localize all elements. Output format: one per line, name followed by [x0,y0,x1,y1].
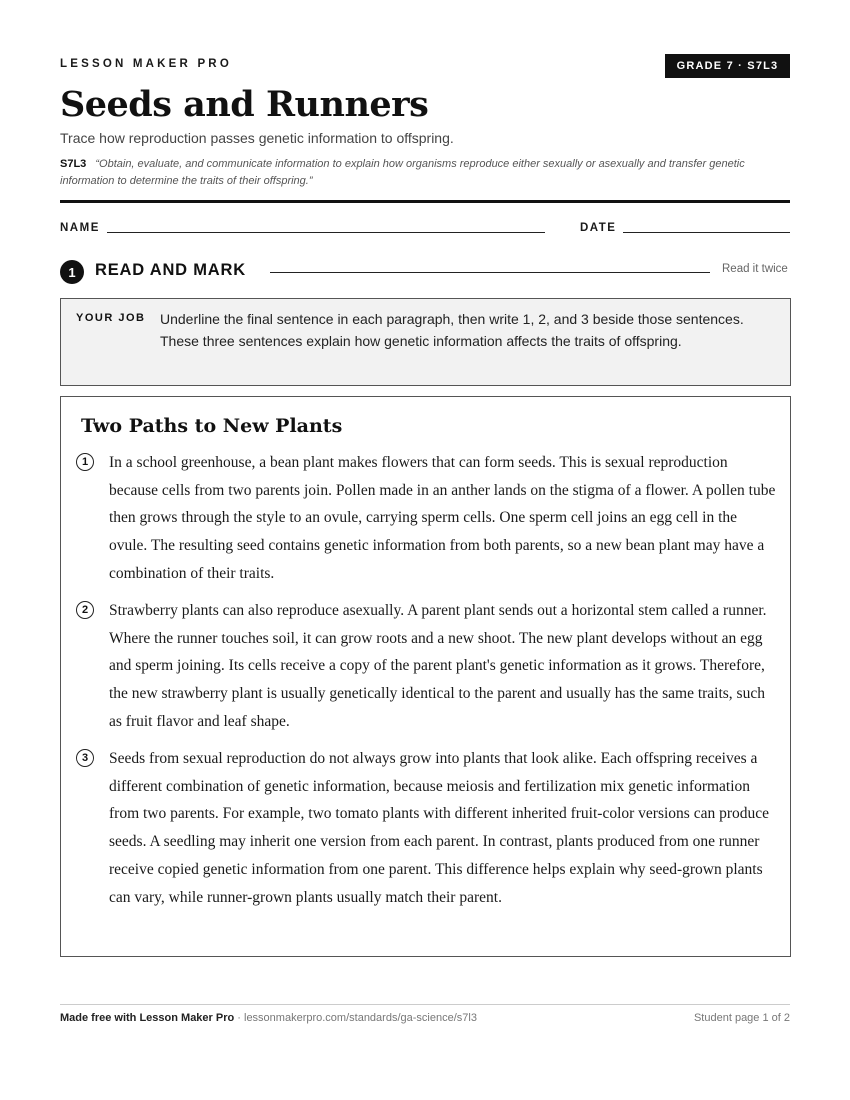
passage-title: Two Paths to New Plants [81,415,343,437]
paragraph-2: Strawberry plants can also reproduce asexually. A parent plant sends out a horizontal stem called a runner. Where the runner touches soil, it can grow roots and a new shoot. The new plant develops without an egg and sperm joining. Its cells receive a copy of the parent plant's genetic information as it grows. Therefore, the new strawberry plant is usually genetically identical to the parent and usually has the same traits, such as fruit flavor and leaf shape. [109,602,767,730]
paragraph-number-1: 1 [76,453,94,471]
paragraph-number-3: 3 [76,749,94,767]
instructions-box [60,298,791,386]
paragraph-number-2: 2 [76,601,94,619]
date-label: DATE [580,222,617,234]
section-note: Read it twice [722,263,788,275]
section-title: READ AND MARK [95,261,246,279]
standard-code: S7L3 [60,158,87,170]
page-subtitle: Trace how reproduction passes genetic information to offspring. [60,130,454,146]
instructions-text: Underline the final sentence in each paragraph, then write 1, 2, and 3 beside those sentences. These three sentences explain how genetic information affects the traits of offspring. [160,311,744,349]
name-label: NAME [60,222,100,234]
paragraph-1: In a school greenhouse, a bean plant makes flowers that can form seeds. This is sexual reproduction because cells from two parents join. Pollen made in an anther lands on the stigma of a flower. A pollen tube then grows through the style to an ovule, carrying sperm cells. One sperm cell joins an egg cell in the ovule. The resulting seed contains genetic information from both parents, so a new bean plant may have a combination of their traits. [109,454,776,582]
instructions-label: YOUR JOB [76,312,146,324]
date-field[interactable] [623,232,790,233]
brand-name: LESSON MAKER PRO [60,58,232,70]
footer-divider [60,1004,790,1005]
reading-passage [60,396,791,957]
footer-made-by: Made free with Lesson Maker Pro [60,1012,235,1024]
name-field[interactable] [107,232,545,233]
standard-text: “Obtain, evaluate, and communicate information to explain how organisms reproduce either sexually or asexually and transfer genetic information to determine the traits of their offspring.” [60,158,745,187]
footer-url[interactable]: · lessonmakerpro.com/standards/ga-science/s7l3 [234,1012,477,1024]
section-number-badge: 1 [60,260,84,284]
header-divider [60,200,790,203]
paragraph-3: Seeds from sexual reproduction do not always grow into plants that look alike. Each offspring receives a different combination of genetic information, because meiosis and fertilization mix genetic information from two parents. For example, two tomato plants with different inherited fruit-color versions can produce seeds. A seedling may inherit one version from each parent. In contrast, plants produced from one runner receive copied genetic information from one parent. This difference helps explain why seed-grown plants can vary, while runner-grown plants usually match their parent. [109,750,770,906]
grade-badge: GRADE 7 · S7L3 [665,54,790,78]
footer-page-number: Student page 1 of 2 [693,1012,790,1024]
section-divider [270,272,710,273]
standard-description [60,156,785,190]
page-title: Seeds and Runners [60,84,429,125]
footer-credit [60,1012,477,1024]
